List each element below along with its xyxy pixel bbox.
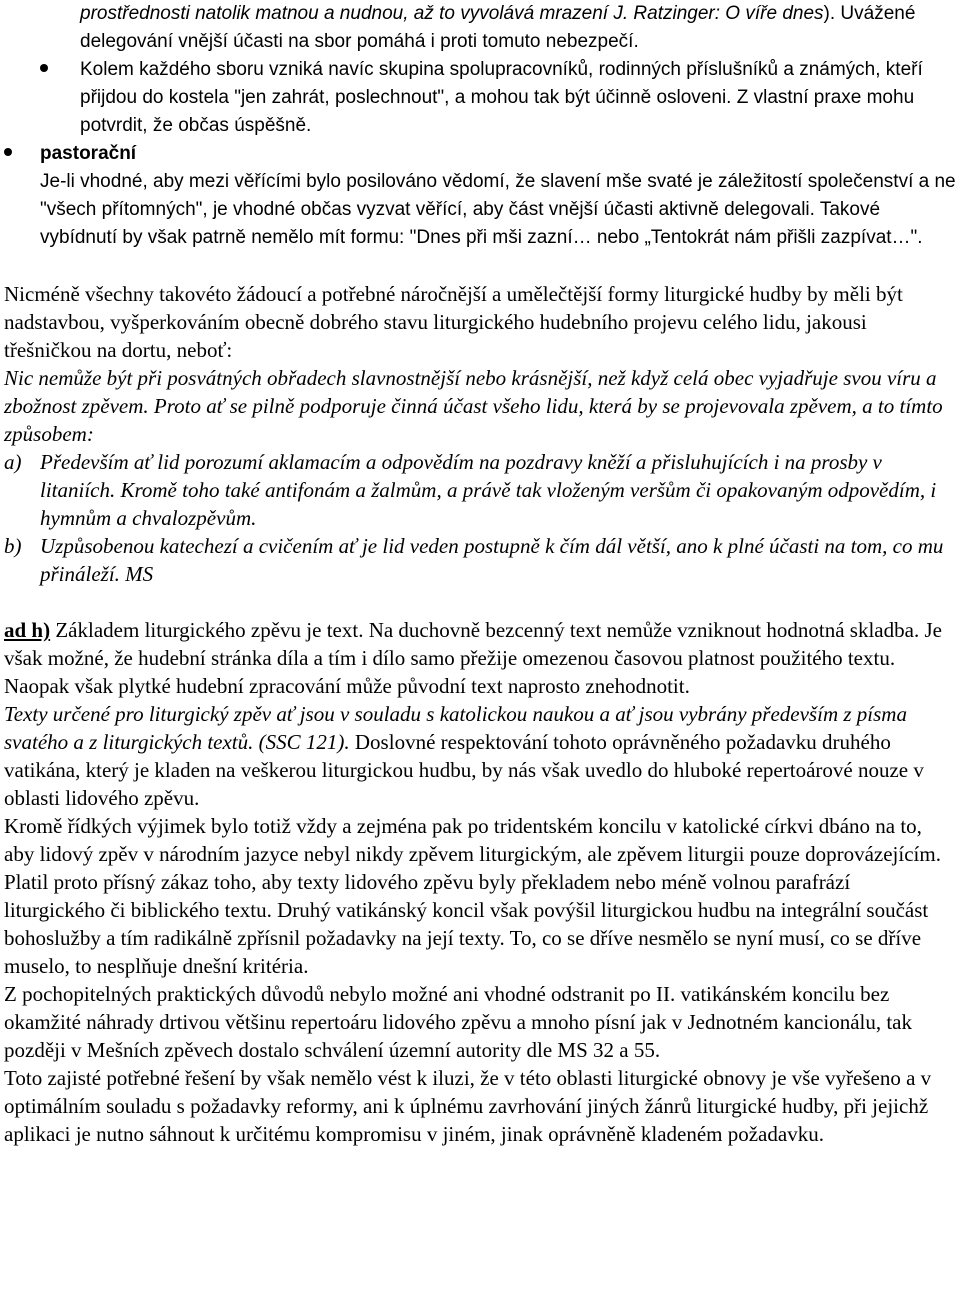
paragraph-toto: Toto zajisté potřebné řešení by však nemělo vést k iluzi, že v této oblasti liturgické obnovy je vše vyřešeno a v optimálním souladu s požadavky reformy, ani k úplnému zavrhování jiných žánrů liturgické hudby, při jejichž aplikaci je nutno sáhnout k určitému kompromisu v jiném, jinak oprávněně kladeném požadavku. [4, 1066, 932, 1146]
paragraph-text: Doslovné respektování tohoto oprávněného požadavku druhého vatikána, který je kladen na veškerou liturgickou hudbu, by nás však uvedlo do hluboké repertoárové nouze v oblasti lidového zpěvu. [4, 730, 924, 810]
spacer [4, 588, 956, 616]
continuation-italic-2: dnes [782, 3, 824, 24]
list-item-a [4, 448, 956, 532]
paragraph-krome: Kromě řídkých výjimek bylo totiž vždy a zejména pak po tridentském koncilu v katolické církvi dbáno na to, aby lidový zpěv v národním jazyce nebyl nikdy zpěvem liturgickým, ale zpěvem liturgii pouze doprovázejícím. Platil proto přísný zákaz toho, aby texty lidového zpěvu byly překladem nebo méně volnou parafrází liturgického či biblického textu. Druhý vatikánský koncil však povýšil liturgickou hudbu na integrální součást bohoslužby a tím radikálně zpřísnil požadavky na její texty. To, co se dříve nesmělo se nyní musí, co se dříve muselo, to nesplňuje dnešní kritéria. [4, 814, 941, 978]
main-text [4, 280, 956, 1148]
paragraph-adh [4, 616, 956, 700]
bullet-icon [4, 148, 12, 156]
quote-ssc: Nic nemůže být při posvátných obřadech slavnostnější nebo krásnější, než když celá obec vyjadřuje svou víru a zbožnost zpěvem. Proto ať se pilně podporuje činná účast všeho lidu, která by se projevovala zpěvem, a to tímto způsobem: [4, 366, 943, 446]
spacer [4, 252, 956, 280]
paragraph-texts [4, 700, 956, 812]
bullet-item-text: Je-li vhodné, aby mezi věřícími bylo posilováno vědomí, že slavení mše svaté je záležitostí společenství a ne "všech přítomných", je vhodné občas vyzvat věřící, aby část vnější účasti aktivně delegovali. Takové vybídnutí by však patrně nemělo mít formu: "Dnes při mši zazní… nebo „Tentokrát nám přišli zazpívat…". [40, 171, 956, 248]
continuation-italic: prostřednosti natolik matnou a nudnou, až to vyvolává mrazení J. Ratzinger: O víře [80, 3, 778, 24]
bullet-item-crowd [40, 56, 956, 140]
bullet-section [4, 0, 956, 252]
list-item-text: Uzpůsobenou katechezí a cvičením ať je lid veden postupně k čím dál větší, ano k plné účasti na tom, co mu přináleží. MS [40, 534, 944, 586]
list-item-text: Především ať lid porozumí aklamacím a odpovědím na pozdravy kněží a přisluhujících i na prosby v litaniích. Kromě toho také antifonám a žalmům, a právě tak vloženým veršům či opakovaným odpovědím, i hymnům a chvalozpěvům. [40, 450, 937, 530]
paragraph-nicmene: Nicméně všechny takovéto žádoucí a potřebné náročnější a umělečtější formy liturgické hudby by měli být nadstavbou, vyšperkováním obecně dobrého stavu liturgického hudebního projevu celého lidu, jakousi třešničkou na dortu, neboť: [4, 282, 903, 362]
list-letter-b: b) [4, 534, 22, 558]
paragraph-z-pochopitelnych: Z pochopitelných praktických důvodů nebylo možné ani vhodné odstranit po II. vatikánském koncilu bez okamžité náhrady drtivou většinu repertoáru lidového zpěvu a mnoho písní jak v Jednotném kancionálu, tak později v Mešních zpěvech dostalo schválení územní autority dle MS 32 a 55. [4, 982, 913, 1062]
continuation-text [40, 0, 956, 56]
bullet-heading: pastorační [40, 143, 137, 164]
continuation-rest: ). Uvážené delegování vnější účasti na sbor pomáhá i proti tomuto nebezpečí. [80, 3, 916, 52]
bullet-item-text: Kolem každého sboru vzniká navíc skupina spolupracovníků, rodinných příslušníků a známých, kteří přijdou do kostela "jen zahrát, poslechnout", a mohou tak být účinně osloveni. Z vlastní praxe mohu potvrdit, že občas úspěšně. [80, 59, 923, 136]
bullet-icon [40, 64, 48, 72]
list-item-b [4, 532, 956, 588]
section-label: ad h) [4, 618, 51, 642]
list-letter-a: a) [4, 450, 22, 474]
paragraph-text: Základem liturgického zpěvu je text. Na duchovně bezcenný text nemůže vzniknout hodnotná skladba. Je však možné, že hudební stránka díla a tím i dílo samo přežije omezenou časovou platnost použitého textu. Naopak však plytké hudební zpracování může původní text naprosto znehodnotit. [4, 618, 942, 698]
bullet-item-pastoral [4, 140, 956, 252]
quote-ssc-121: Texty určené pro liturgický zpěv ať jsou v souladu s katolickou naukou a ať jsou vybrány především z písma svatého a z liturgických textů. (SSC 121). [4, 702, 907, 754]
